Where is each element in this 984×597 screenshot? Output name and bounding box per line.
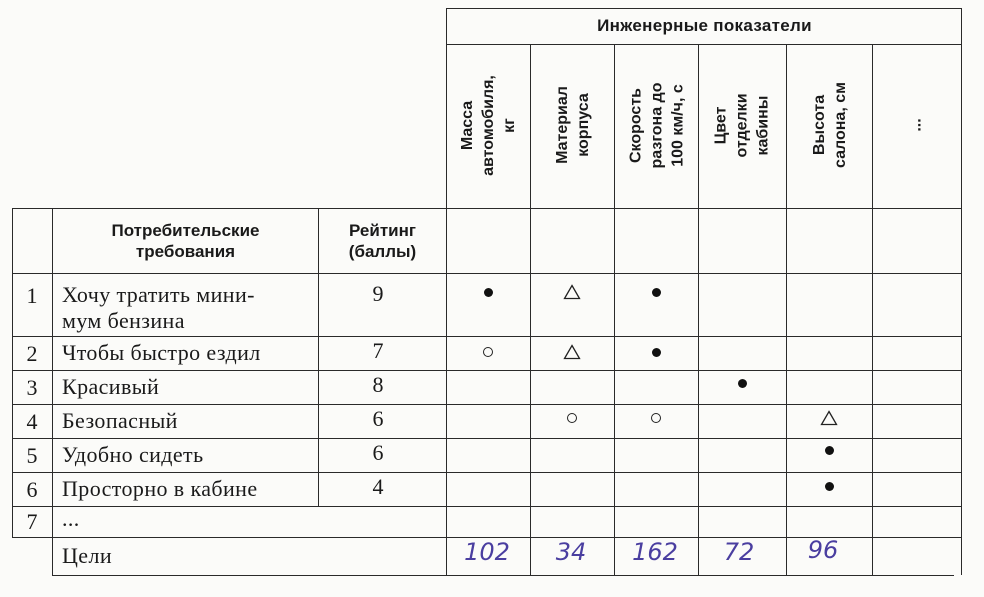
column-header-height: Высота салона, см: [810, 82, 849, 168]
strong-relation-dot-icon: [478, 282, 498, 302]
rating-value: 4: [372, 474, 384, 499]
rating-value: 8: [372, 372, 384, 397]
column-header-material: Материал корпуса: [553, 86, 592, 164]
requirement-text: Удобно сидеть: [62, 442, 204, 467]
medium-relation-circle-icon: [478, 342, 498, 362]
requirement-text: Безопасный: [62, 408, 178, 433]
medium-relation-circle-icon: [646, 408, 666, 428]
strong-relation-dot-icon: [646, 342, 666, 362]
column-header-speed: Скорость разгона до 100 км/ч, с: [627, 82, 687, 168]
column-header-mass: Масса автомобиля, кг: [459, 74, 518, 176]
requirement-text: ...: [62, 506, 80, 531]
row-number: 3: [26, 375, 38, 400]
strong-relation-dot-icon: [646, 282, 666, 302]
row-number: 5: [26, 443, 38, 468]
strong-relation-dot-icon: [819, 440, 839, 460]
requirements-header: Потребительские требования: [111, 221, 260, 261]
requirement-text: Просторно в кабине: [62, 476, 258, 501]
row-number: 4: [26, 409, 38, 434]
weak-relation-triangle-icon: [562, 282, 582, 302]
column-header-more: ...: [908, 118, 925, 132]
strong-relation-dot-icon: [732, 373, 752, 393]
goal-speed: 162: [632, 538, 678, 566]
row-number: 2: [26, 341, 38, 366]
row-number: 7: [26, 509, 38, 534]
weak-relation-triangle-icon: [562, 342, 582, 362]
rating-value: 7: [372, 338, 384, 363]
requirement-text: Красивый: [62, 374, 160, 399]
goals-label: Цели: [62, 543, 113, 568]
rating-value: 6: [372, 406, 384, 431]
medium-relation-circle-icon: [562, 408, 582, 428]
goal-height: 96: [807, 536, 839, 564]
requirement-text: Чтобы быстро ездил: [62, 340, 261, 365]
row-number: 1: [26, 283, 38, 308]
rating-value: 9: [372, 281, 384, 306]
strong-relation-dot-icon: [819, 476, 839, 496]
rating-value: 6: [372, 440, 384, 465]
goal-mass: 102: [464, 538, 510, 566]
weak-relation-triangle-icon: [819, 408, 839, 428]
rating-header: Рейтинг (баллы): [348, 221, 417, 261]
engineering-indicators-title: Инженерные показатели: [597, 16, 812, 35]
column-header-color: Цвет отделки кабины: [713, 92, 772, 158]
row-number: 6: [26, 477, 38, 502]
goal-color: 72: [723, 538, 755, 566]
requirement-text: Хочу тратить мини- мум бензина: [62, 282, 255, 333]
goal-material: 34: [555, 538, 587, 566]
